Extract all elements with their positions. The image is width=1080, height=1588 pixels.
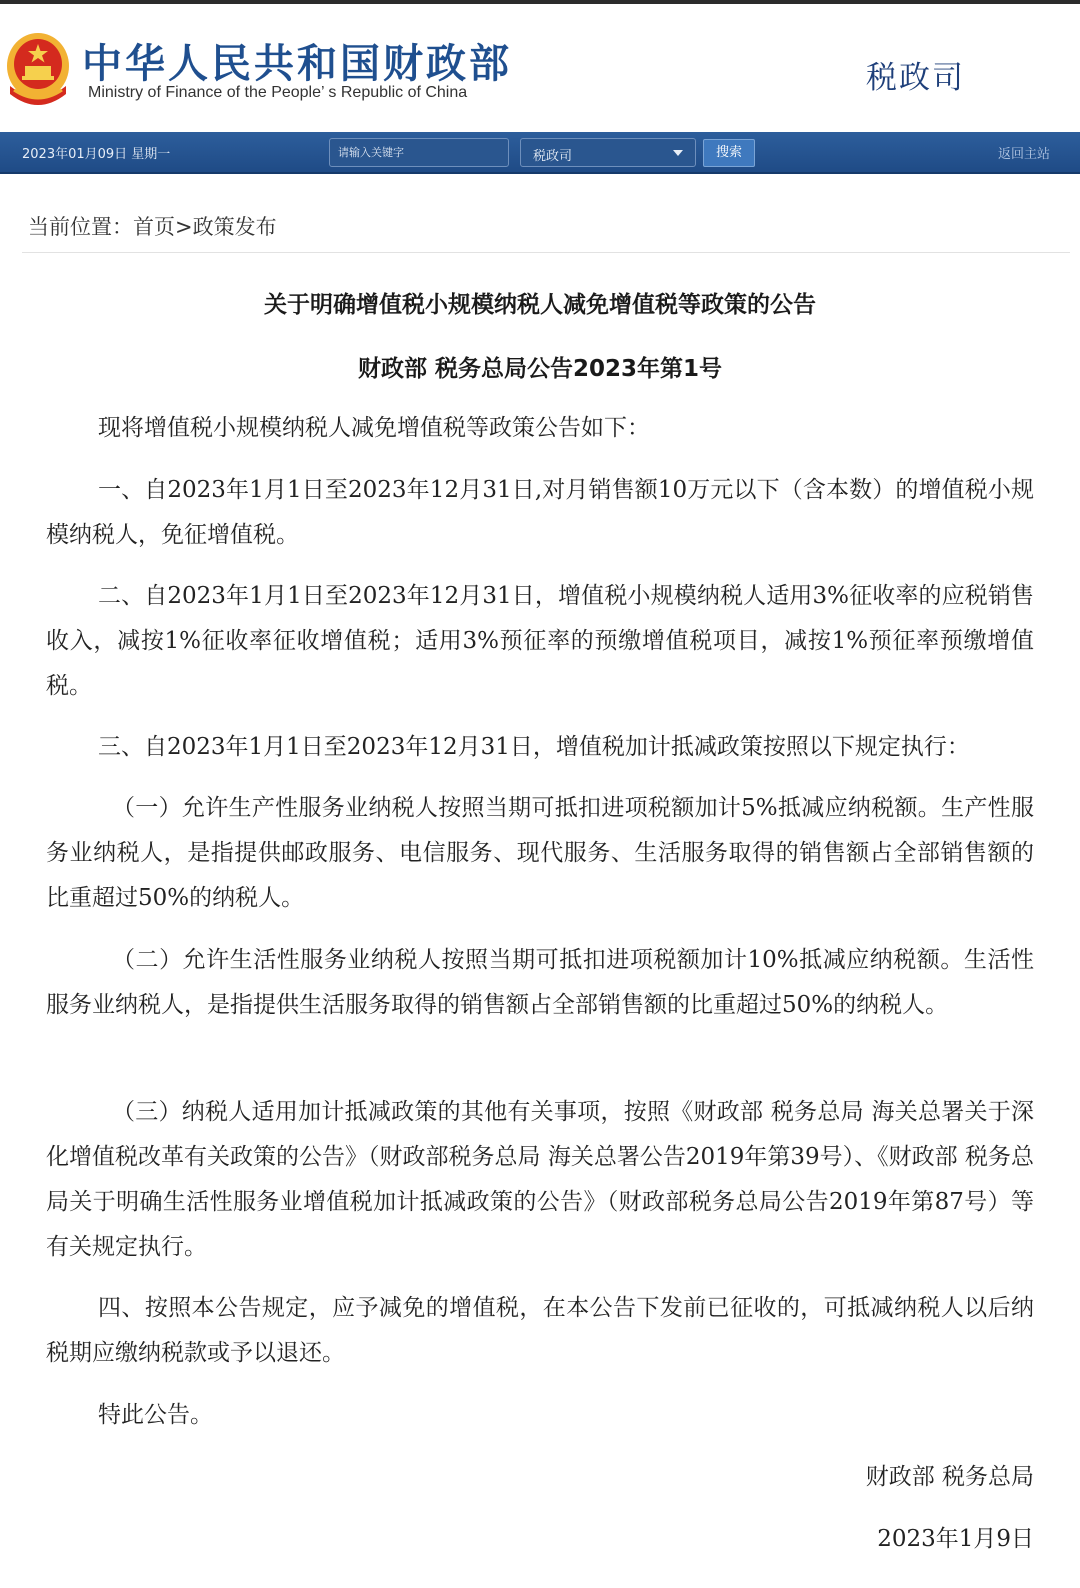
department-select-value: 税政司 <box>533 149 573 164</box>
search-button[interactable]: 搜索 <box>703 139 755 167</box>
paragraph-intro: 现将增值税小规模纳税人减免增值税等政策公告如下： <box>98 415 650 441</box>
paragraph-4: 四、按照本公告规定，应予减免的增值税，在本公告下发前已征收的，可抵减纳税人以后纳税期应缴纳税款或予以退还。 <box>46 1295 1034 1366</box>
search-input[interactable] <box>329 138 509 167</box>
paragraph-1: 一、自2023年1月1日至2023年12月31日,对月销售额10万元以下（含本数）的增值税小规模纳税人，免征增值税。 <box>46 477 1034 548</box>
site-title[interactable]: 中华人民共和国财政部 <box>82 41 512 87</box>
paragraph-2: 二、自2023年1月1日至2023年12月31日，增值税小规模纳税人适用3%征收率的应税销售收入，减按1%征收率征收增值税；适用3%预征率的预缴增值税项目，减按1%预征率预缴增值税。 <box>46 583 1034 699</box>
navbar <box>0 132 1080 174</box>
department-name[interactable]: 税政司 <box>866 60 965 96</box>
paragraph-3-3: （三）纳税人适用加计抵减政策的其他有关事项，按照《财政部 税务总局 海关总署关于深化增值税改革有关政策的公告》（财政部税务总局 海关总署公告2019年第39号）、《财政部 税务总局关于明确生活性服务业增值税加计抵减政策的公告》（财政部税务总局公告2019年第87号）等有关规定执行。 <box>46 1099 1034 1260</box>
site-header <box>0 0 1080 132</box>
national-emblem-icon <box>4 28 72 108</box>
breadcrumb: 当前位置：首页>政策发布 <box>28 215 277 239</box>
signature-organizations: 财政部 税务总局 <box>865 1464 1034 1490</box>
return-home-link[interactable]: 返回主站 <box>998 147 1051 162</box>
paragraph-3-1: （一）允许生产性服务业纳税人按照当期可抵扣进项税额加计5%抵减应纳税额。生产性服务业纳税人，是指提供邮政服务、电信服务、现代服务、生活服务取得的销售额占全部销售额的比重超过50%的纳税人。 <box>46 795 1034 911</box>
document-number: 财政部 税务总局公告2023年第1号 <box>357 356 723 382</box>
document-title: 关于明确增值税小规模纳税人减免增值税等政策的公告 <box>264 292 816 318</box>
chevron-down-icon <box>673 150 683 156</box>
paragraph-3-2: （二）允许生活性服务业纳税人按照当期可抵扣进项税额加计10%抵减应纳税额。生活性服务业纳税人，是指提供生活服务取得的销售额占全部销售额的比重超过50%的纳税人。 <box>46 947 1034 1018</box>
department-select[interactable] <box>520 138 696 167</box>
signature-date: 2023年1月9日 <box>877 1526 1034 1552</box>
divider <box>22 252 1070 253</box>
paragraph-3: 三、自2023年1月1日至2023年12月31日，增值税加计抵减政策按照以下规定执行： <box>98 734 970 760</box>
paragraph-closing: 特此公告。 <box>98 1402 213 1428</box>
site-subtitle: Ministry of Finance of the People’ s Republic of China <box>88 84 468 101</box>
current-date: 2023年01月09日 星期一 <box>22 147 171 162</box>
